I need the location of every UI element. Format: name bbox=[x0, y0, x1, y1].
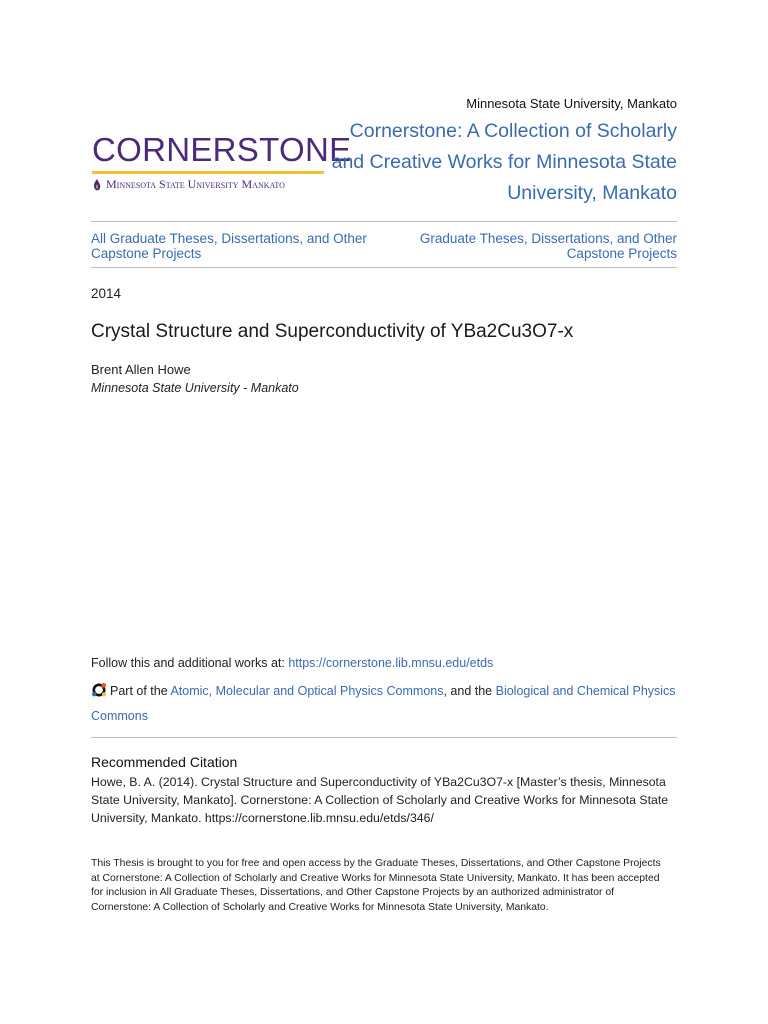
divider-citation bbox=[91, 737, 677, 738]
all-theses-link[interactable]: All Graduate Theses, Dissertations, and Other Capstone Projects bbox=[91, 231, 367, 261]
citation-text: Howe, B. A. (2014). Crystal Structure and Superconductivity of YBa2Cu3O7-x [Master’s thesis, Minnesota State University, Mankato]. Cornerstone: A Collection of Scholarly and Creative Works for Minnesota State University, Mankato. https://cornerstone.lib.mnsu.edu/etds/346/ bbox=[91, 775, 669, 825]
graduate-theses-link[interactable]: Graduate Theses, Dissertations, and Other Capstone Projects bbox=[419, 231, 677, 261]
bio-chem-physics-commons-link[interactable]: Biological and Chemical Physics Commons bbox=[91, 684, 676, 723]
follow-line bbox=[91, 656, 493, 670]
divider-top bbox=[91, 221, 677, 222]
part-of-prefix: Part of the bbox=[110, 684, 171, 698]
publication-year: 2014 bbox=[91, 286, 122, 301]
citation-heading: Recommended Citation bbox=[91, 754, 238, 770]
collection-title-link[interactable]: Cornerstone: A Collection of Scholarly and Creative Works for Minnesota State University, Mankato bbox=[331, 120, 677, 204]
amo-physics-commons-link[interactable]: Atomic, Molecular and Optical Physics Commons bbox=[170, 684, 444, 698]
university-name: Minnesota State University, Mankato bbox=[466, 96, 677, 111]
flame-icon bbox=[92, 178, 102, 192]
part-of-line bbox=[91, 680, 681, 727]
author-name: Brent Allen Howe bbox=[91, 362, 191, 377]
logo-gold-bar bbox=[92, 171, 324, 174]
part-of-middle: , and the bbox=[443, 684, 496, 698]
divider-nav bbox=[91, 267, 677, 268]
logo-subtitle-text: Minnesota State University Mankato bbox=[106, 177, 285, 191]
follow-url-link[interactable]: https://cornerstone.lib.mnsu.edu/etds bbox=[288, 656, 494, 670]
cornerstone-logo[interactable] bbox=[92, 131, 352, 192]
access-statement: This Thesis is brought to you for free and open access by the Graduate Theses, Dissertations, and Other Capstone Projects at Cornerstone: A Collection of Scholarly and Creative Works for Minnesota State University, Mankato. It has been accepted for inclusion in All Graduate Theses, Dissertations, and Other Capstone Projects by an authorized administrator of Cornerstone: A Collection of Scholarly and Creative Works for Minnesota State University, Mankato. bbox=[91, 858, 661, 913]
commons-network-icon bbox=[91, 682, 107, 705]
author-affiliation: Minnesota State University - Mankato bbox=[91, 381, 299, 395]
follow-prefix: Follow this and additional works at: bbox=[91, 656, 289, 670]
document-title: Crystal Structure and Superconductivity of YBa2Cu3O7-x bbox=[91, 321, 574, 342]
logo-subtitle bbox=[92, 177, 328, 192]
logo-wordmark: CORNERSTONE bbox=[92, 131, 352, 168]
